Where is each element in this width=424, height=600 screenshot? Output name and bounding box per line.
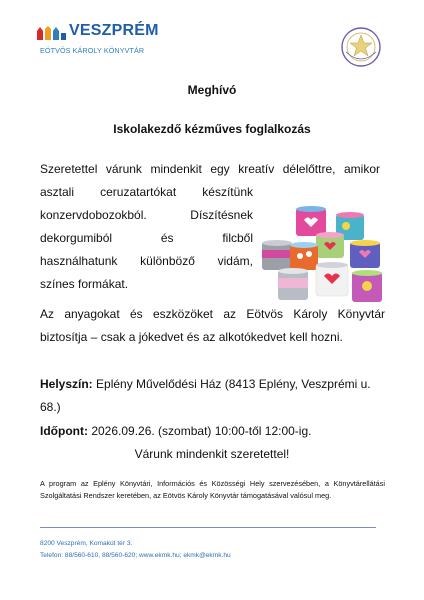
intro-line: használhatunk különböző vidám, — [40, 254, 253, 268]
materials-paragraph: Az anyagokat és eszközöket az Eötvös Károly Könyvtár biztosítja – csak a jókedvet és az alkotókedvet kell hozni. — [40, 307, 385, 344]
intro-line: színes formákat. — [40, 277, 129, 291]
library-logo — [37, 22, 157, 66]
intro-line: asztali ceruzatartókat készítünk — [40, 185, 253, 199]
location-line — [40, 373, 385, 419]
intro-line: konzervdobozokból. Díszítésnek — [40, 208, 253, 222]
date-value: 2026.09.26. (szombat) 10:00-től 12:00-ig. — [91, 424, 312, 438]
circular-seal-icon — [340, 26, 382, 68]
location-label: Helyszín: — [40, 377, 93, 391]
footer-address: 8200 Veszprém, Komakút tér 3. — [40, 540, 133, 547]
intro-first-line — [40, 158, 380, 181]
event-title: Iskolakezdő kézműves foglalkozás — [113, 122, 311, 136]
footer-contact: Telefon: 88/560-610, 88/560-620; www.ekmk.hu; ekmk@ekmk.hu — [40, 552, 231, 559]
welcome-text: Várunk mindenkit szeretettel! — [134, 447, 290, 461]
sponsor-note: A program az Eplény Könyvtári, Információs és Közösségi Hely szervezésében, a Könyvtárellátási Szolgáltatási Rendszer keretében, az Eötvös Károly Könyvtár támogatásával valósul meg. — [40, 479, 385, 500]
date-line — [40, 420, 385, 443]
page-title: Meghívó — [187, 83, 237, 97]
location-value: Eplény Művelődési Ház (8413 Eplény, Veszprémi u. 68.) — [40, 377, 371, 414]
intro-paragraph — [40, 181, 253, 296]
pencil-holders-photo — [256, 206, 386, 306]
footer-divider — [40, 527, 376, 528]
logo-name: VESZPRÉM — [69, 22, 159, 39]
date-label: Időpont: — [40, 424, 88, 438]
intro-line-1: Szeretettel várunk mindenkit egy kreatív délelőttre, amikor — [40, 162, 380, 176]
logo-subtitle: EÖTVÖS KÁROLY KÖNYVTÁR — [40, 46, 145, 55]
library-logo-icon — [37, 26, 67, 40]
intro-line: dekorgumiból és filcből — [40, 231, 253, 245]
